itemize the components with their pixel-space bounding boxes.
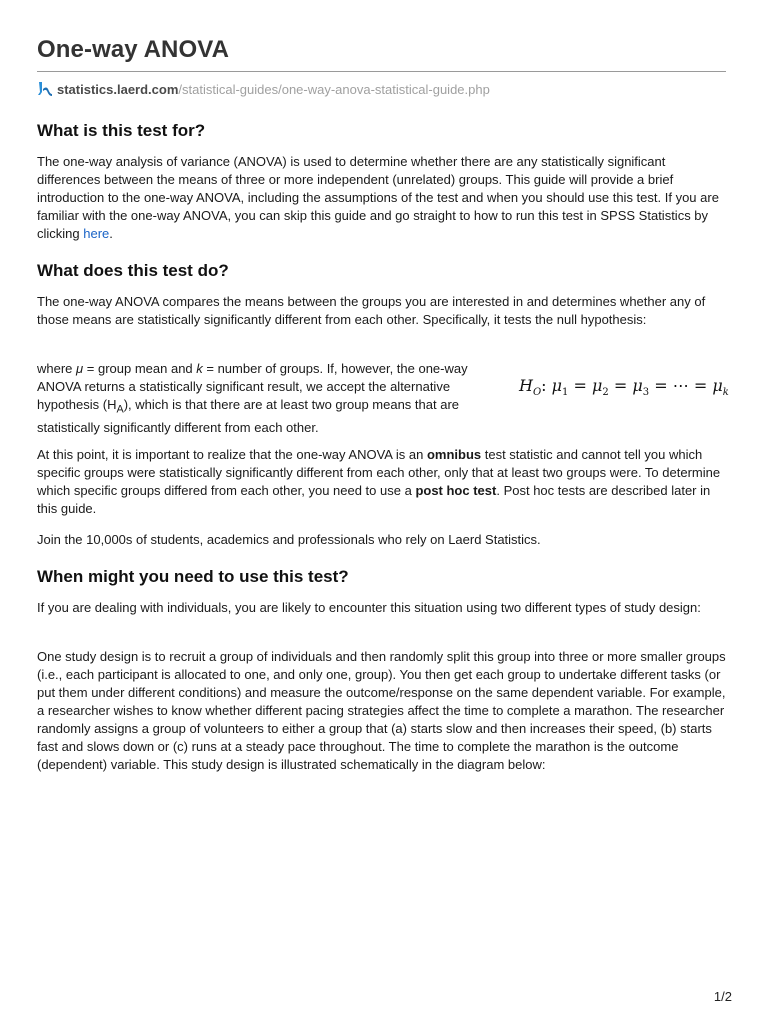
k-symbol: k [196, 361, 203, 376]
null-hypothesis-equation [519, 376, 729, 398]
eq-mu-k: μ [712, 376, 723, 395]
paragraph-text-end: . [109, 226, 113, 241]
hypothesis-explanation [37, 360, 482, 437]
join-paragraph: Join the 10,000s of students, academics and professionals who rely on Laerd Statistics. [37, 532, 541, 547]
eq-equals-1: = [573, 376, 587, 395]
here-link[interactable]: here [83, 226, 110, 241]
eq-equals-4: = [693, 376, 708, 395]
eq-h: H [519, 376, 533, 395]
omnibus-text-3: . Post hoc tests are described later in this guide. [37, 483, 711, 516]
omnibus-text-2: test statistic and cannot tell you which specific groups were statistically significantly different from each other, only that at least two groups were. To determine which specific groups differed from each other, you need to use a [37, 447, 721, 498]
laerd-logo-icon [37, 81, 53, 97]
eq-sub-3: 3 [642, 387, 650, 399]
section-heading-when: When might you need to use this test? [37, 567, 349, 586]
omnibus-paragraph [37, 446, 726, 518]
eq-mu-1: μ [551, 376, 563, 395]
source-url[interactable] [37, 80, 490, 98]
source-path: /statistical-guides/one-way-anova-statistical-guide.php [178, 81, 490, 97]
section-heading-what-does: What does this test do? [37, 261, 229, 280]
section-when-paragraph-2: One study design is to recruit a group of individuals and then randomly split this group into three or more smaller groups (i.e., each participant is allocated to one, and only one, group). You then get each group to undertake different tasks (or put them under different conditions) and measure the outcome/response on the same dependent variable. For example, a researcher wishes to know whether different pacing strategies affect the time to complete a marathon. The researcher randomly assigns a group of volunteers to either a group that (a) starts slow and then increases their speed, (b) starts fast and slows down or (c) runs at a steady pace throughout. The time to complete the marathon is the outcome (dependent) variable. This study design is illustrated schematically in the diagram below: [37, 649, 726, 772]
post-hoc-bold: post hoc test [415, 483, 497, 498]
section-when-paragraph-1: If you are dealing with individuals, you are likely to encounter this situation using two different types of study design: [37, 600, 701, 615]
omnibus-bold: omnibus [426, 447, 482, 462]
eq-mu-3: μ [632, 376, 643, 395]
source-domain: statistics.laerd.com [57, 81, 179, 97]
eq-h-sub: O [532, 387, 542, 399]
eq-sub-1: 1 [562, 387, 569, 399]
eq-equals-3: = [654, 376, 668, 395]
eq-equals-2: = [613, 376, 628, 395]
hyp-text-3: = number of groups. If, however, the one-way ANOVA returns a statistically significant result, we accept the alternative hypothesis (H [37, 361, 468, 412]
eq-colon: : [541, 376, 547, 395]
section-what-does-paragraph: The one-way ANOVA compares the means between the groups you are interested in and determines whether any of those means are statistically significantly different from each other. Specifically, it tests the null hypothesis: [37, 294, 706, 327]
eq-sub-2: 2 [602, 387, 609, 399]
hyp-text-4: ), which is that there are at least two group means that are statistically significantly different from each other. [37, 397, 460, 435]
eq-dots: ⋯ [672, 376, 689, 395]
paragraph-text: The one-way analysis of variance (ANOVA) is used to determine whether there are any statistically significant differences between the means of three or more independent (unrelated) groups. This guide will provide a brief introduction to the one-way ANOVA, including the assumptions of the test and when you should use this test. If you are familiar with the one-way ANOVA, you can skip this guide and go straight to how to run this test in SPSS Statistics by clicking [37, 154, 719, 241]
section-what-for-paragraph [37, 153, 726, 243]
eq-mu-2: μ [592, 376, 603, 395]
section-heading-what-for: What is this test for? [37, 121, 206, 140]
hyp-text-2: = group mean and [83, 361, 197, 376]
eq-sub-k: k [722, 387, 729, 399]
ha-subscript: A [116, 403, 124, 416]
hyp-text-1: where [37, 361, 77, 376]
omnibus-text-1: At this point, it is important to realize that the one-way ANOVA is an [37, 447, 427, 462]
mu-symbol: μ [76, 361, 84, 376]
page-title: One-way ANOVA [37, 36, 229, 63]
page-number: 1/2 [713, 989, 732, 1004]
title-divider [37, 71, 726, 72]
